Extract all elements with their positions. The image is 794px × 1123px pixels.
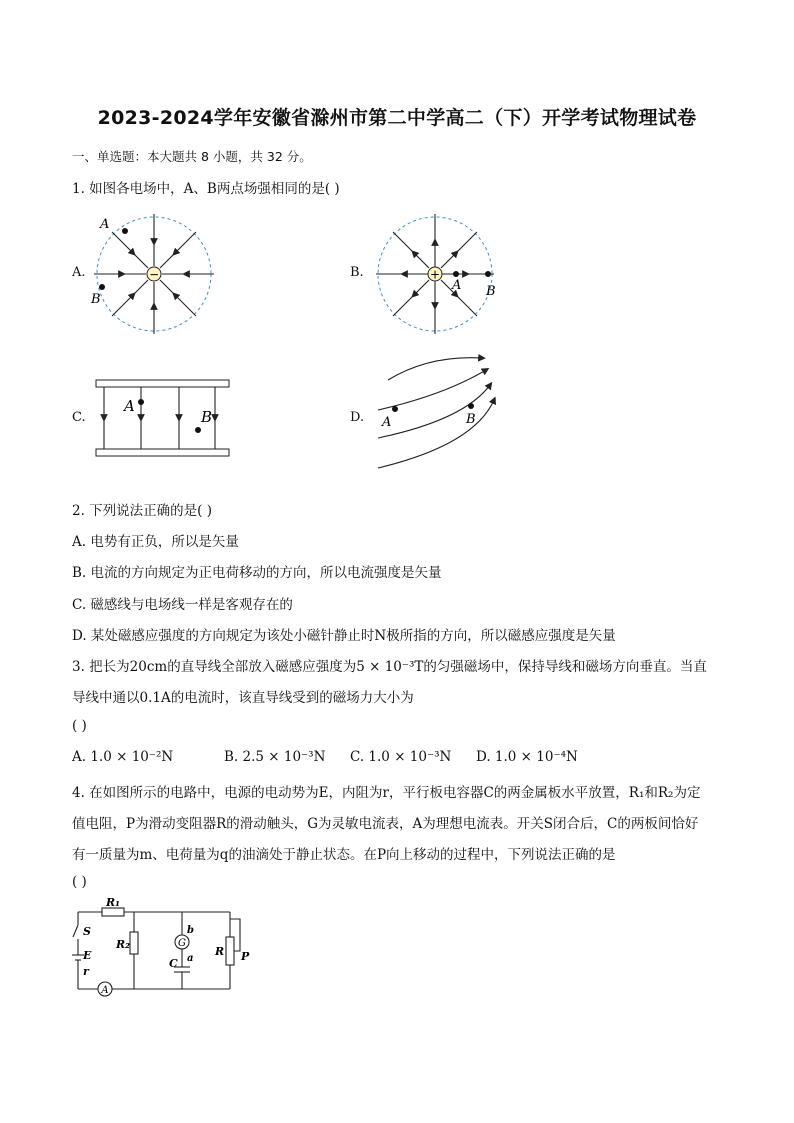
question-1-stem: 1. 如图各电场中，A、B两点场强相同的是( ) — [72, 181, 340, 197]
question-4-line-1: 4. 在如图所示的电路中，电源的电动势为E，内阻为r，平行板电容器C的两金属板水平放置，R₁和R₂为定 — [72, 785, 701, 801]
circuit-diagram — [70, 897, 255, 1002]
figure-c-parallel-plates — [94, 378, 234, 462]
section-heading: 一、单选题：本大题共 8 小题，共 32 分。 — [72, 149, 312, 164]
q3-option-c: C. 1.0 × 10⁻³N — [350, 749, 452, 765]
figure-d-curved-field-lines — [374, 350, 504, 475]
point-a-label: A — [452, 278, 462, 293]
q3-option-d: D. 1.0 × 10⁻⁴N — [476, 749, 578, 765]
question-3-options — [72, 749, 578, 765]
q2-option-d: D. 某处磁感应强度的方向规定为该处小磁针静止时N极所指的方向，所以磁感应强度是矢量 — [72, 628, 616, 644]
q1-option-c-label: C. — [72, 410, 86, 425]
q3-option-a: A. 1.0 × 10⁻²N — [72, 749, 174, 765]
point-a-label: A — [124, 397, 135, 415]
figure-a-negative-charge — [88, 212, 223, 337]
minus-sign: − — [148, 267, 160, 282]
capacitor-label: C — [169, 957, 178, 970]
question-4-paren: ( ) — [72, 874, 87, 890]
node-b-label: b — [187, 925, 194, 936]
internal-resistance-label: r — [83, 965, 89, 978]
point-a-label: A — [382, 415, 392, 430]
question-4-line-3: 有一质量为m、电荷量为q的油滴处于静止状态。在P向上移动的过程中，下列说法正确的是 — [72, 847, 616, 863]
q3-option-b: B. 2.5 × 10⁻³N — [224, 749, 326, 765]
question-4-line-2: 值电阻，P为滑动变阻器R的滑动触头，G为灵敏电流表，A为理想电流表。开关S闭合后，C的两板间恰好 — [72, 816, 699, 832]
node-a-label: a — [187, 953, 194, 964]
point-a-label: A — [100, 217, 110, 232]
question-2-stem: 2. 下列说法正确的是( ) — [72, 503, 212, 519]
q2-option-a: A. 电势有正负，所以是矢量 — [72, 534, 239, 550]
emf-label: E — [83, 949, 92, 962]
q1-option-d-label: D. — [350, 410, 365, 425]
q1-option-b-label: B. — [350, 265, 364, 280]
plus-sign: + — [429, 267, 441, 282]
slider-label: P — [241, 950, 250, 963]
point-b-label: B — [201, 408, 213, 426]
q2-option-c: C. 磁感线与电场线一样是客观存在的 — [72, 597, 293, 613]
point-b-label: B — [486, 284, 496, 299]
r1-label: R₁ — [106, 897, 120, 909]
question-3-line-2: 导线中通以0.1A的电流时，该直导线受到的磁场力大小为 — [72, 690, 414, 706]
galvanometer-label: G — [178, 938, 186, 949]
r2-label: R₂ — [116, 938, 130, 951]
point-b-label: B — [466, 412, 476, 427]
question-3-line-1: 3. 把长为20cm的直导线全部放入磁感应强度为5 × 10⁻³T的匀强磁场中，保持导线和磁场方向垂直。当直 — [72, 659, 707, 675]
ammeter-label: A — [101, 985, 109, 996]
point-b-label: B — [91, 292, 101, 307]
q1-option-a-label: A. — [72, 265, 86, 280]
switch-label: S — [83, 925, 91, 938]
page-title: 2023-2024学年安徽省滁州市第二中学高二（下）开学考试物理试卷 — [97, 107, 697, 129]
figure-b-positive-charge — [370, 212, 505, 337]
q2-option-b: B. 电流的方向规定为正电荷移动的方向，所以电流强度是矢量 — [72, 565, 442, 581]
question-3-paren: ( ) — [72, 718, 87, 734]
rheostat-label: R — [215, 945, 225, 958]
